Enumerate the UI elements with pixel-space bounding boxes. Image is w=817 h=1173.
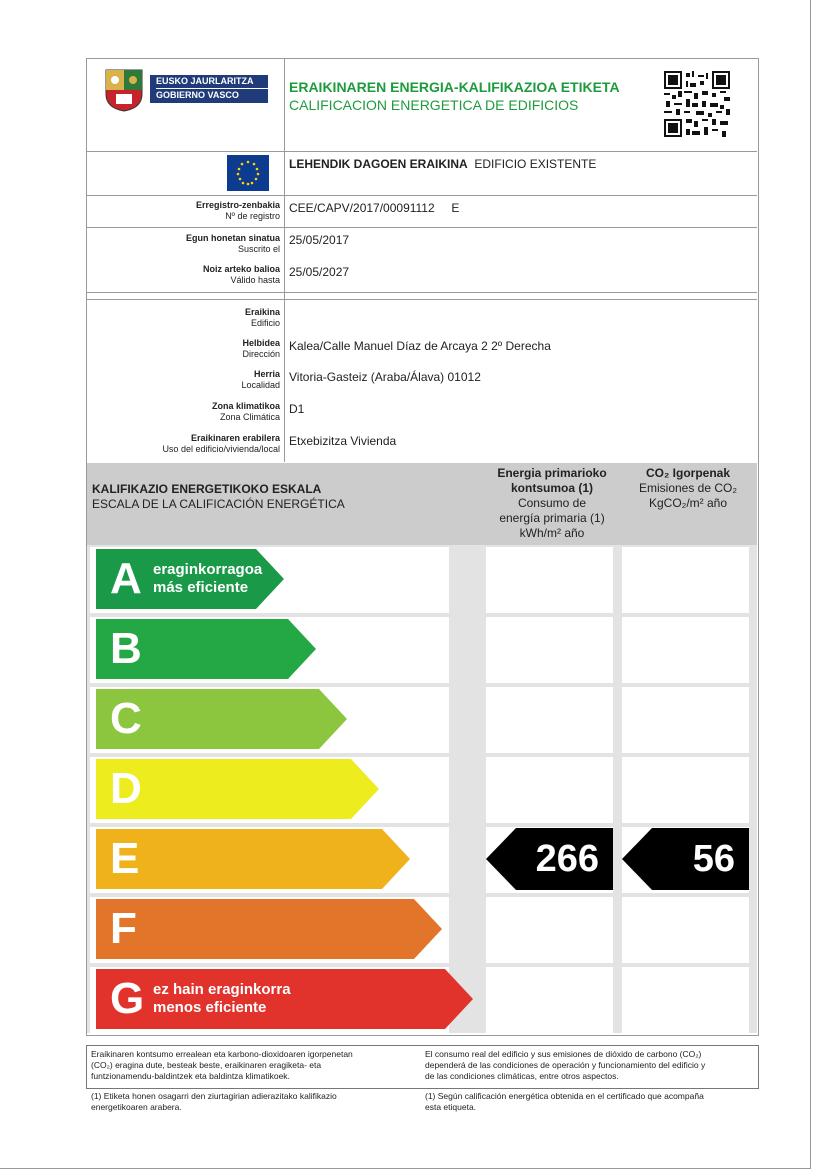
footer-eu-line2: (CO₂) eragina dute, besteak beste, eraikinaren eragiketa- eta <box>91 1060 322 1070</box>
uso-label <box>162 433 280 455</box>
title-basque: ERAIKINAREN ENERGIA-KALIFIKAZIOA ETIKETA <box>289 79 620 95</box>
energy-column-header <box>484 466 620 541</box>
footer-es-line3: de las condiciones climáticas, entre otros aspectos. <box>425 1071 619 1081</box>
footer-eu-line1: Eraikinaren kontsumo errealean eta karbono-dioxidoaren igorpenetan <box>91 1049 353 1059</box>
energy-head-es2: energía primaria (1) <box>499 511 605 525</box>
direccion-label-es: Dirección <box>242 349 280 359</box>
footer-spanish <box>425 1049 755 1082</box>
uso-label-es: Uso del edificio/vivienda/local <box>162 444 280 454</box>
valido-value: 25/05/2027 <box>289 265 350 279</box>
logo-line2: GOBIERNO VASCO <box>156 90 239 100</box>
energy-head-es1: Consumo de <box>517 496 587 510</box>
note-basque <box>91 1091 411 1113</box>
qr-code-icon <box>664 71 730 137</box>
co2-cell <box>622 967 749 1033</box>
note-eu-line1: (1) Etiketa honen osagarri den ziurtagirian adierazitako kalifikazio <box>91 1091 337 1101</box>
direccion-label-eu: Helbidea <box>242 338 280 348</box>
footer-es-line1: El consumo real del edificio y sus emisiones de dióxido de carbono (CO₂) <box>425 1049 702 1059</box>
scale-title-eu: KALIFIKAZIO ENERGETIKOKO ESKALA <box>92 482 322 496</box>
zona-label <box>212 401 280 423</box>
suscrito-label-eu: Egun honetan sinatua <box>185 233 280 243</box>
suscrito-value: 25/05/2017 <box>289 233 350 247</box>
note-spanish <box>425 1091 755 1113</box>
co2-cell <box>622 617 749 683</box>
class-description-eu: ez hain eraginkorra <box>153 981 291 998</box>
direccion-label <box>242 338 280 360</box>
co2-column-header <box>620 466 756 511</box>
divider <box>87 292 757 293</box>
note-es-line2: esta etiqueta. <box>425 1102 477 1112</box>
class-description-es: más eficiente <box>153 579 249 596</box>
suscrito-label-es: Suscrito el <box>237 244 280 254</box>
class-c-bar <box>96 689 347 749</box>
energy-unit: kWh/m² año <box>519 526 585 540</box>
energy-cell <box>486 897 613 963</box>
energy-rating-value: 266 <box>535 838 599 880</box>
class-g-bar <box>96 969 473 1029</box>
localidad-label-es: Localidad <box>241 380 280 390</box>
energy-rating-arrow <box>486 828 613 890</box>
registro-label-eu: Erregistro-zenbakia <box>195 200 280 210</box>
eu-flag-icon <box>227 155 269 191</box>
co2-head-eu: CO₂ Igorpenak <box>645 466 730 480</box>
class-letter: F <box>110 904 137 953</box>
edificio-label <box>245 307 280 329</box>
registro-number: CEE/CAPV/2017/00091112 <box>289 201 435 215</box>
divider <box>87 195 757 196</box>
energy-cell <box>486 967 613 1033</box>
co2-cell <box>622 547 749 613</box>
localidad-label-eu: Herria <box>253 369 280 379</box>
class-letter: C <box>110 694 142 743</box>
divider <box>87 151 757 152</box>
registro-label-es: Nº de registro <box>225 211 280 221</box>
class-description <box>153 561 262 597</box>
footer-es-line2: dependerá de las condiciones de operación y funcionamiento del edificio y <box>425 1060 706 1070</box>
gobierno-vasco-logo <box>150 75 268 103</box>
energy-head-eu2: kontsumoa (1) <box>510 481 593 495</box>
class-letter: A <box>110 554 142 603</box>
class-b-bar <box>96 619 316 679</box>
valido-label-es: Válido hasta <box>230 275 280 285</box>
class-a-bar <box>96 549 284 609</box>
logo-line1: EUSKO JAURLARITZA <box>156 75 268 89</box>
edificio-label-eu: Eraikina <box>244 307 280 317</box>
co2-head-es: Emisiones de CO₂ <box>638 481 738 495</box>
title-spanish: CALIFICACION ENERGETICA DE EDIFICIOS <box>289 97 579 113</box>
divider <box>87 299 757 300</box>
building-type-eu: LEHENDIK DAGOEN ERAIKINA <box>289 157 468 171</box>
edificio-label-es: Edificio <box>250 318 280 328</box>
building-type-es: EDIFICIO EXISTENTE <box>474 157 597 171</box>
energy-cell <box>486 547 613 613</box>
class-letter: B <box>110 624 142 673</box>
uso-value: Etxebizitza Vivienda <box>289 434 397 448</box>
energy-cell <box>486 687 613 753</box>
zona-label-eu: Zona klimatikoa <box>211 401 280 411</box>
direccion-value: Kalea/Calle Manuel Díaz de Arcaya 2 2º Derecha <box>289 339 551 353</box>
localidad-value: Vitoria-Gasteiz (Araba/Álava) 01012 <box>289 370 481 384</box>
footer-basque <box>91 1049 411 1082</box>
class-description-eu: eraginkorragoa <box>153 561 263 578</box>
co2-unit: KgCO₂/m² año <box>648 496 728 510</box>
co2-cell <box>622 687 749 753</box>
co2-cell <box>622 897 749 963</box>
class-d-bar <box>96 759 379 819</box>
basque-coat-of-arms-icon <box>104 68 144 112</box>
scale-title-es: ESCALA DE LA CALIFICACIÓN ENERGÉTICA <box>92 497 345 511</box>
localidad-label <box>241 369 280 391</box>
co2-cell <box>622 757 749 823</box>
class-letter: G <box>110 974 145 1023</box>
co2-rating-arrow <box>622 828 749 890</box>
valido-label <box>203 264 280 286</box>
energy-cell <box>486 617 613 683</box>
divider <box>87 227 757 228</box>
class-letter: E <box>110 834 140 883</box>
uso-label-eu: Eraikinaren erabilera <box>190 433 280 443</box>
footer-eu-line3: funtzionamendu-baldintzek eta baldintza klimatikoek. <box>91 1071 290 1081</box>
column-divider <box>284 59 285 462</box>
building-type <box>289 157 596 171</box>
zona-value: D1 <box>289 402 305 416</box>
registro-value <box>289 201 459 215</box>
class-e-bar <box>96 829 410 889</box>
co2-rating-value: 56 <box>692 838 735 880</box>
suscrito-label <box>186 233 280 255</box>
zona-label-es: Zona Climática <box>219 412 280 422</box>
registro-class: E <box>451 201 460 215</box>
class-letter: D <box>110 764 142 813</box>
energy-head-eu1: Energia primarioko <box>497 466 607 480</box>
class-description <box>153 981 291 1017</box>
registro-label <box>196 200 280 222</box>
class-description-es: menos eficiente <box>153 999 267 1016</box>
note-es-line1: (1) Según calificación energética obtenida en el certificado que acompaña <box>425 1091 704 1101</box>
valido-label-eu: Noiz arteko balioa <box>202 264 280 274</box>
energy-cell <box>486 757 613 823</box>
note-eu-line2: energetikoaren arabera. <box>91 1102 182 1112</box>
class-f-bar <box>96 899 442 959</box>
